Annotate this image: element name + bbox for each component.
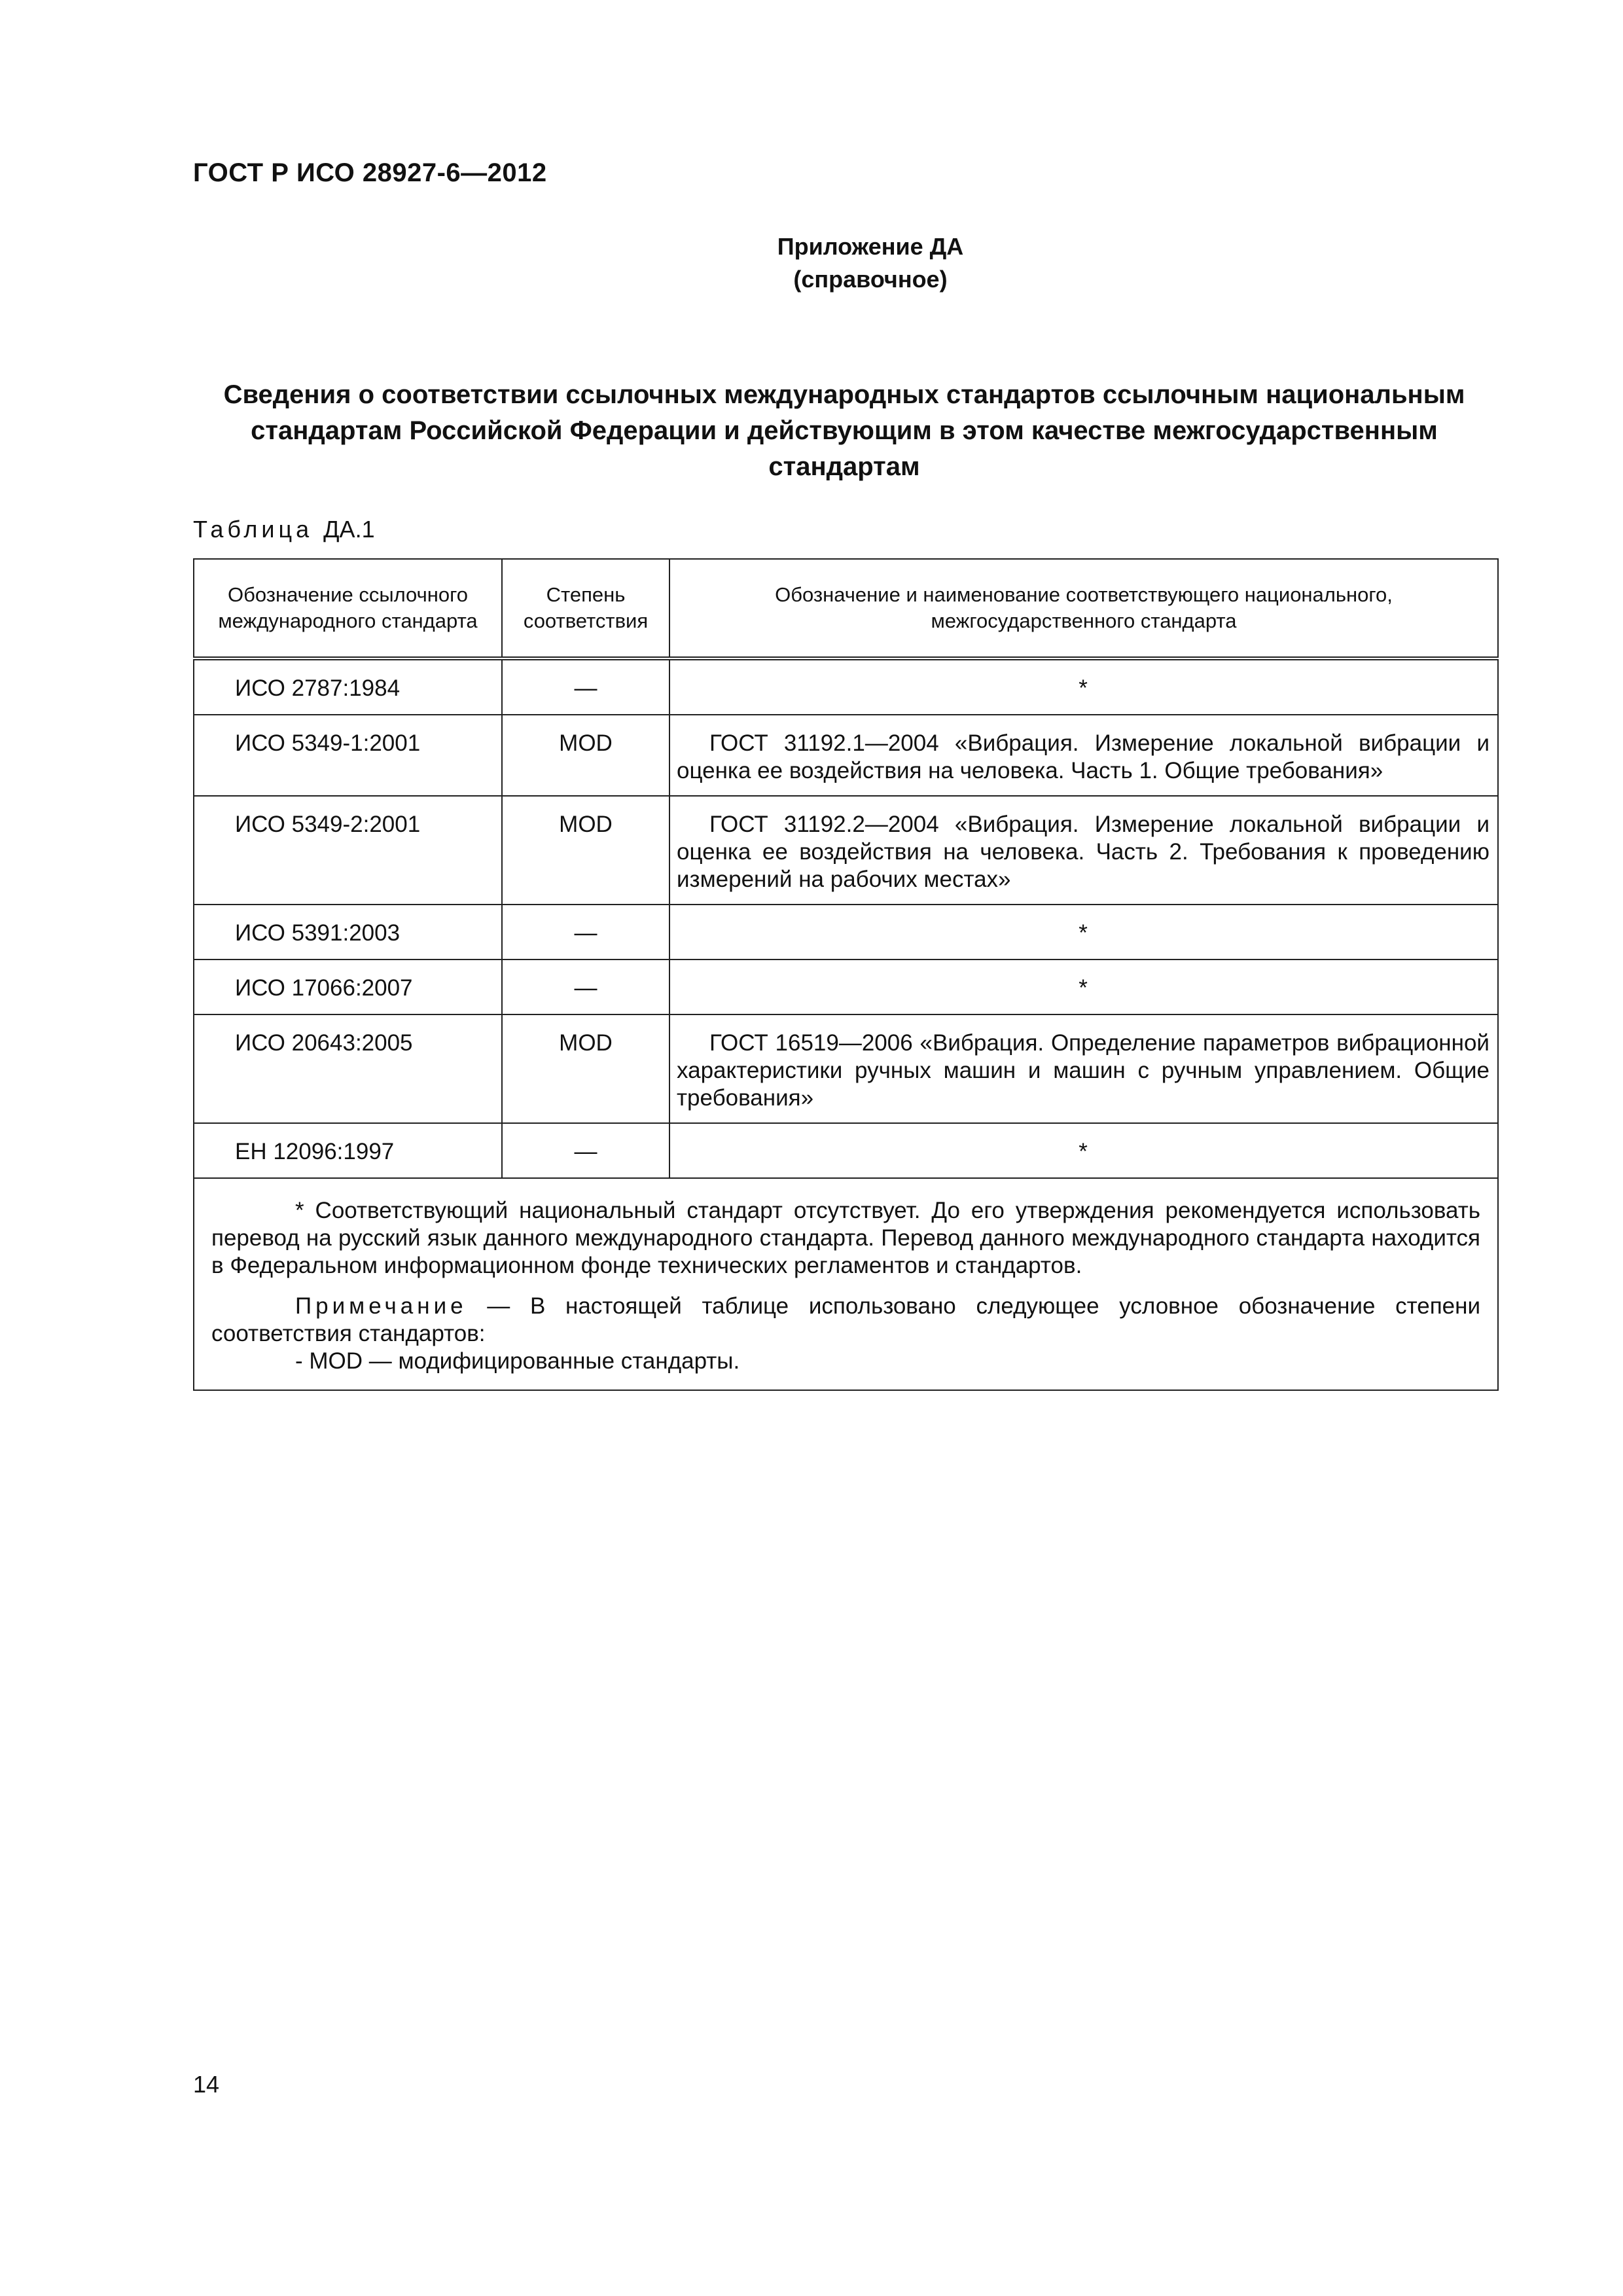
table-note xyxy=(211,1293,1480,1348)
main-title-line-2: стандартам Российской Федерации и действующим в этом качестве межгосударственным xyxy=(251,416,1438,445)
note-text: — В настоящей таблице использовано следующее условное обозначение степени соответствия стандартов: xyxy=(211,1293,1480,1346)
cell-national xyxy=(669,1014,1498,1123)
note-label: Примечание xyxy=(295,1293,467,1319)
table-label-number: ДА.1 xyxy=(323,516,375,543)
table-footer-row xyxy=(194,1178,1498,1390)
main-title xyxy=(193,377,1495,485)
cell-national: * xyxy=(669,905,1498,960)
cell-national-text: ГОСТ 16519—2006 «Вибрация. Определение параметров вибрационной характеристики ручных машин и машин с ручным управлением. Общие требования» xyxy=(677,1030,1489,1111)
cell-degree: MOD xyxy=(502,1014,669,1123)
table-footnote-cell xyxy=(194,1178,1498,1390)
note-list-item: - MOD — модифицированные стандарты. xyxy=(295,1348,740,1374)
cell-degree: — xyxy=(502,658,669,715)
cell-degree: — xyxy=(502,1123,669,1178)
column-header-standard: Обозначение ссылочного международного стандарта xyxy=(194,559,502,658)
column-header-national: Обозначение и наименование соответствующего национального, межгосударственного стандарта xyxy=(669,559,1498,658)
cell-degree: — xyxy=(502,960,669,1014)
main-title-line-1: Сведения о соответствии ссылочных международных стандартов ссылочным национальным xyxy=(223,380,1465,409)
cell-standard: ИСО 5349-1:2001 xyxy=(194,715,502,796)
appendix-heading xyxy=(687,230,1054,296)
page-number: 14 xyxy=(193,2071,220,2098)
main-title-line-3: стандартам xyxy=(768,452,920,481)
cell-national-text: ГОСТ 31192.1—2004 «Вибрация. Измерение локальной вибрации и оценка ее воздействия на человека. Часть 1. Общие требования» xyxy=(677,730,1489,783)
table-label-word: Таблица xyxy=(193,516,313,543)
cell-national xyxy=(669,715,1498,796)
table-footnote: * Соответствующий национальный стандарт отсутствует. До его утверждения рекомендуется использовать перевод на русский язык данного международного стандарта. Перевод данного международного стандарта находится в Федеральном информационном фонде технических регламентов и стандартов. xyxy=(211,1198,1480,1278)
table-row xyxy=(194,796,1498,905)
cell-standard: ИСО 17066:2007 xyxy=(194,960,502,1014)
table-header-row xyxy=(194,559,1498,658)
cell-national: * xyxy=(669,1123,1498,1178)
table-row xyxy=(194,905,1498,960)
cell-standard: ИСО 20643:2005 xyxy=(194,1014,502,1123)
reference-standards-table xyxy=(193,558,1499,1391)
document-code: ГОСТ Р ИСО 28927-6—2012 xyxy=(193,158,547,187)
appendix-title: Приложение ДА xyxy=(777,233,964,260)
table-row xyxy=(194,658,1498,715)
table-row xyxy=(194,960,1498,1014)
column-header-degree: Степень соответствия xyxy=(502,559,669,658)
cell-degree: MOD xyxy=(502,715,669,796)
cell-national xyxy=(669,796,1498,905)
table-row xyxy=(194,1123,1498,1178)
cell-national: * xyxy=(669,960,1498,1014)
appendix-subtitle: (справочное) xyxy=(793,266,948,293)
cell-standard: ИСО 2787:1984 xyxy=(194,658,502,715)
cell-standard: ИСО 5391:2003 xyxy=(194,905,502,960)
cell-degree: — xyxy=(502,905,669,960)
cell-standard: ЕН 12096:1997 xyxy=(194,1123,502,1178)
table-row xyxy=(194,1014,1498,1123)
table-label xyxy=(193,516,375,543)
cell-degree: MOD xyxy=(502,796,669,905)
table-row xyxy=(194,715,1498,796)
cell-standard: ИСО 5349-2:2001 xyxy=(194,796,502,905)
cell-national: * xyxy=(669,658,1498,715)
cell-national-text: ГОСТ 31192.2—2004 «Вибрация. Измерение локальной вибрации и оценка ее воздействия на человека. Часть 2. Требования к проведению измерений на рабочих местах» xyxy=(677,812,1489,892)
